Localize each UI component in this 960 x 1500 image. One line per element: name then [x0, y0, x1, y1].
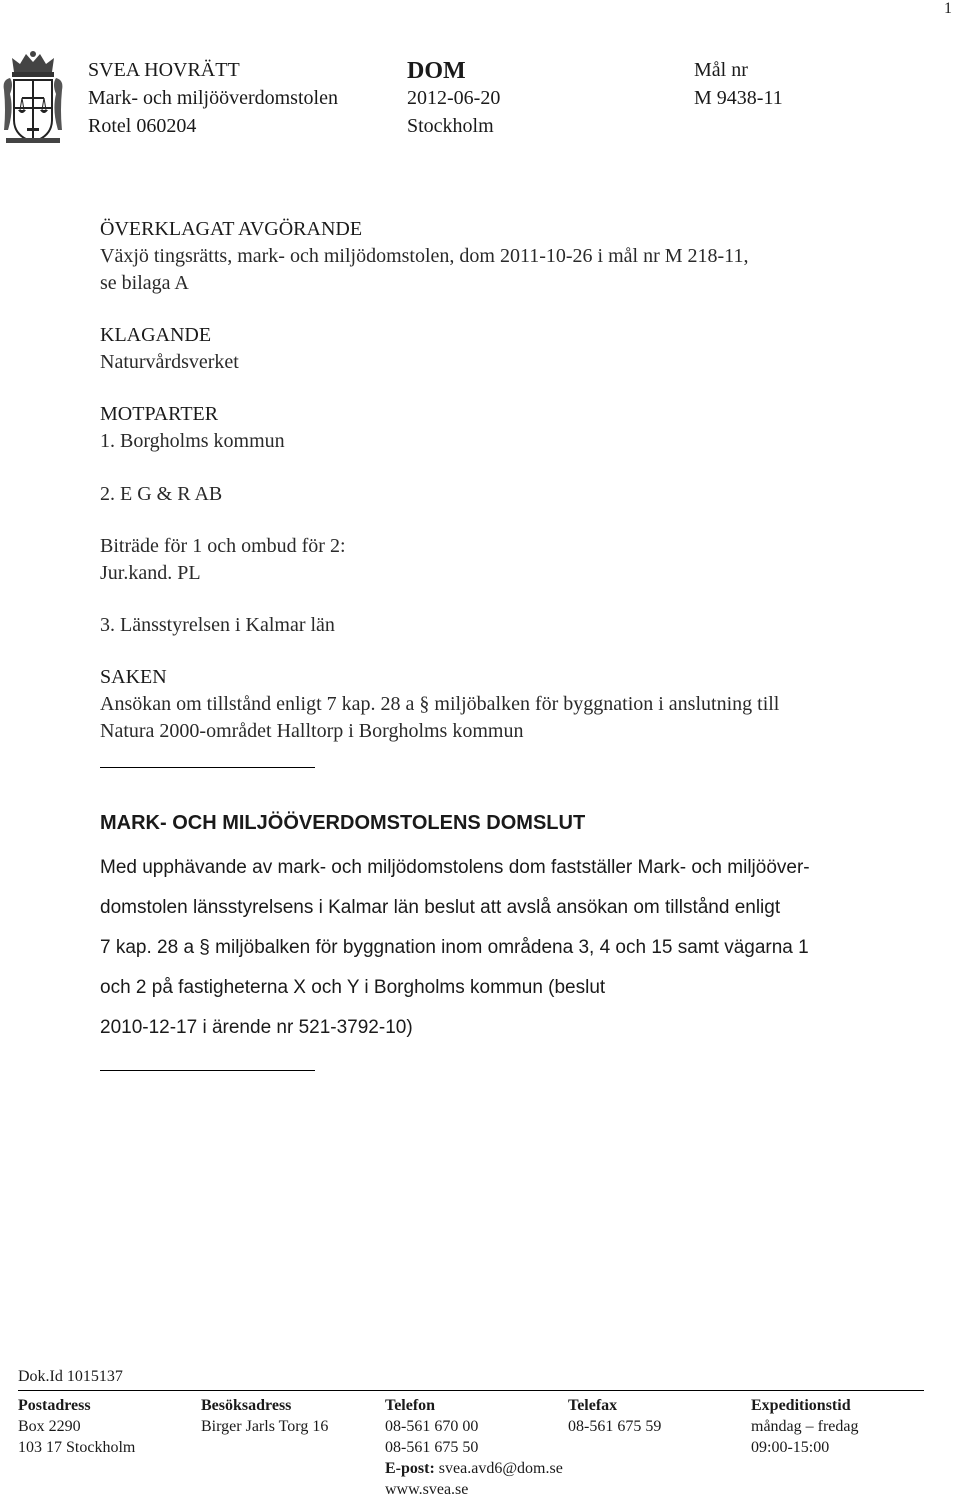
header-court-block	[88, 56, 338, 140]
web-link[interactable]: www.svea.se	[385, 1481, 469, 1498]
footer-postal	[18, 1395, 135, 1458]
phone-label: Telefon	[385, 1397, 436, 1414]
verdict-line: 2010-12-17 i ärende nr 521-3792-10)	[100, 1017, 413, 1038]
email-row	[385, 1458, 563, 1479]
footer-rule	[18, 1390, 924, 1391]
case-number: M 9438-11	[694, 87, 783, 109]
hours-line1: måndag – fredag	[751, 1418, 859, 1435]
matter-heading: SAKEN	[100, 666, 167, 688]
matter-line1: Ansökan om tillstånd enligt 7 kap. 28 a § miljöbalken för byggnation i anslutning till	[100, 693, 780, 715]
verdict-text	[100, 848, 810, 1048]
fax-line1: 08-561 675 59	[568, 1418, 662, 1435]
court-division: Mark- och miljööverdomstolen	[88, 87, 338, 109]
verdict-heading: MARK- OCH MILJÖÖVERDOMSTOLENS DOMSLUT	[100, 812, 586, 834]
footer-visit	[201, 1395, 328, 1437]
appealed-line2: se bilaga A	[100, 272, 189, 294]
case-label: Mål nr	[694, 59, 748, 81]
hours-label: Expeditionstid	[751, 1397, 851, 1414]
appealed-heading: ÖVERKLAGAT AVGÖRANDE	[100, 218, 363, 240]
postal-line1: Box 2290	[18, 1418, 81, 1435]
email-link[interactable]: svea.avd6@dom.se	[438, 1460, 563, 1477]
court-name: SVEA HOVRÄTT	[88, 59, 240, 81]
footer-fax	[568, 1395, 661, 1437]
respondent-3: 3. Länsstyrelsen i Kalmar län	[100, 614, 335, 636]
counsel-name: Jur.kand. PL	[100, 562, 201, 584]
page-number: 1	[944, 0, 952, 17]
matter-line2: Natura 2000-området Halltorp i Borgholms kommun	[100, 720, 524, 742]
coat-of-arms-emblem	[2, 50, 64, 146]
respondents-section	[100, 401, 285, 455]
appellant-heading: KLAGANDE	[100, 324, 212, 346]
fax-label: Telefax	[568, 1397, 618, 1414]
respondent-2-block	[100, 481, 222, 508]
verdict-line: 7 kap. 28 a § miljöbalken för byggnation inom områdena 3, 4 och 15 samt vägarna 1	[100, 937, 809, 958]
phone-line2: 08-561 675 50	[385, 1439, 479, 1456]
respondents-heading: MOTPARTER	[100, 403, 219, 425]
header-case-block	[694, 56, 783, 112]
verdict-line: och 2 på fastigheterna X och Y i Borgholms kommun (beslut	[100, 977, 606, 998]
doc-city: Stockholm	[407, 115, 494, 137]
postal-label: Postadress	[18, 1397, 91, 1414]
matter-section	[100, 664, 779, 745]
header-doc-block	[407, 56, 500, 140]
counsel-block	[100, 533, 346, 587]
phone-line1: 08-561 670 00	[385, 1418, 479, 1435]
visit-line1: Birger Jarls Torg 16	[201, 1418, 329, 1435]
appealed-section	[100, 216, 748, 297]
respondent-3-block	[100, 612, 335, 639]
doc-id: Dok.Id 1015137	[18, 1368, 123, 1385]
doc-date: 2012-06-20	[407, 87, 501, 109]
email-label: E-post:	[385, 1460, 435, 1477]
verdict-line: Med upphävande av mark- och miljödomstolens dom fastställer Mark- och miljööver-	[100, 857, 810, 878]
doc-type: DOM	[407, 58, 466, 84]
footer-phone	[385, 1395, 563, 1500]
postal-line2: 103 17 Stockholm	[18, 1439, 136, 1456]
appellant-name: Naturvårdsverket	[100, 351, 239, 373]
verdict-line: domstolen länsstyrelsens i Kalmar län beslut att avslå ansökan om tillstånd enligt	[100, 897, 781, 918]
rotel: Rotel 060204	[88, 115, 197, 137]
respondent-2: 2. E G & R AB	[100, 483, 223, 505]
hours-line2: 09:00-15:00	[751, 1439, 830, 1456]
separator-rule-1	[100, 767, 315, 768]
visit-label: Besöksadress	[201, 1397, 292, 1414]
counsel-label: Biträde för 1 och ombud för 2:	[100, 535, 346, 557]
appellant-section	[100, 322, 239, 376]
appealed-line1: Växjö tingsrätts, mark- och miljödomstolen, dom 2011-10-26 i mål nr M 218-11,	[100, 245, 749, 267]
separator-rule-2	[100, 1070, 315, 1071]
respondent-1: 1. Borgholms kommun	[100, 430, 285, 452]
footer-hours	[751, 1395, 859, 1458]
